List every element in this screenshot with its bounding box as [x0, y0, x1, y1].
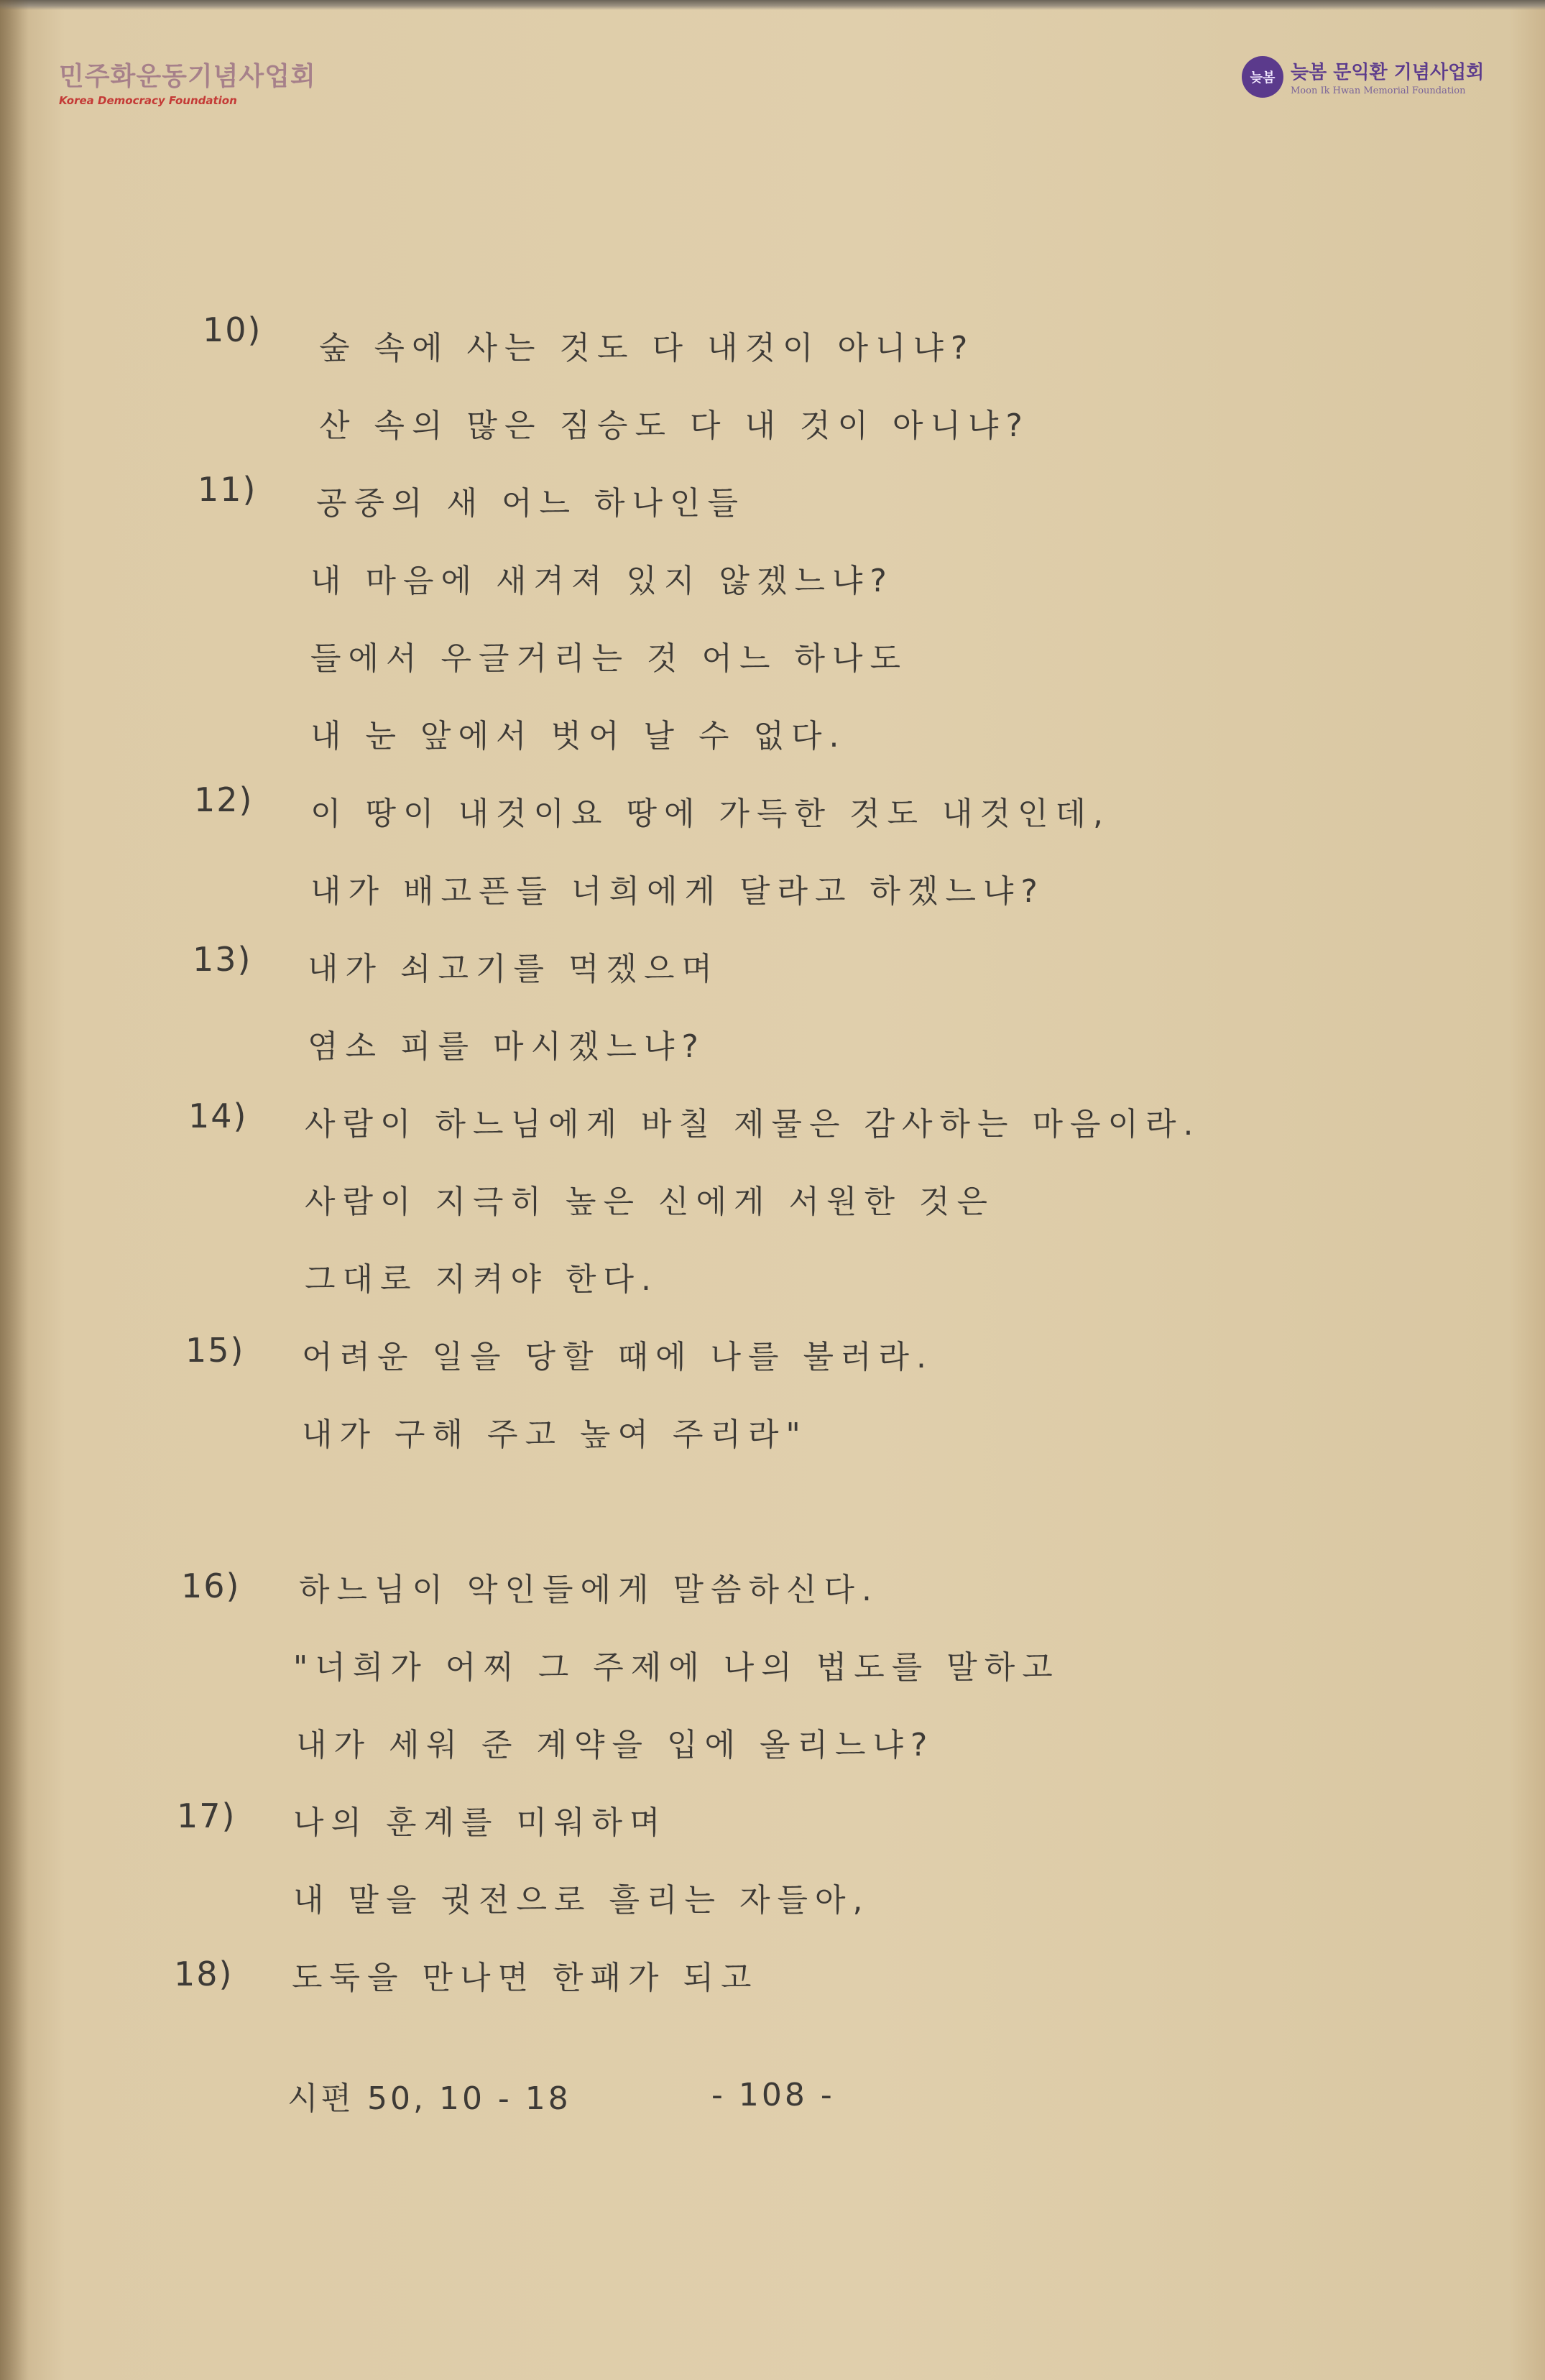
verse-number: 15) — [185, 1331, 245, 1370]
verse-line: 하느님이 악인들에게 말씀하신다. — [299, 1572, 880, 1608]
verse-number: 13) — [193, 940, 252, 979]
verse-line: 도둑을 만나면 한패가 되고 — [292, 1960, 759, 1996]
verse-line: 이 땅이 내것이요 땅에 가득한 것도 내것인데, — [310, 795, 1110, 832]
psalm-reference: 시편 50, 10 - 18 — [287, 2080, 571, 2117]
verse-number: 12) — [194, 780, 254, 819]
verse-line: 내 마음에 새겨져 있지 않겠느냐? — [310, 563, 894, 599]
verse-line: 내 눈 앞에서 벗어 날 수 없다. — [310, 718, 847, 755]
right-logo-korean: 늦봄 문익환 기념사업회 — [1291, 62, 1485, 83]
verse-line: 내가 쇠고기를 먹겠으며 — [308, 951, 720, 987]
verse-line: 어려운 일을 당할 때에 나를 불러라. — [302, 1339, 933, 1375]
verse-number: 16) — [181, 1567, 241, 1605]
verse-line: 내가 세워 준 계약을 입에 올리느냐? — [296, 1727, 935, 1763]
verse-number: 14) — [188, 1097, 248, 1135]
verse-line: 사람이 하느님에게 바칠 제물은 감사하는 마음이라. — [305, 1106, 1201, 1143]
verse-number: 11) — [198, 470, 257, 509]
right-logo-english: Moon Ik Hwan Memorial Foundation — [1291, 86, 1466, 96]
verse-line: 숲 속에 사는 것도 다 내것이 아니냐? — [319, 330, 975, 366]
verse-line: "너희가 어찌 그 주제에 나의 법도를 말하고 — [293, 1649, 1060, 1686]
verse-line: 산 속의 많은 짐승도 다 내 것이 아니냐? — [319, 407, 1030, 444]
verse-number: 17) — [177, 1796, 236, 1835]
verse-line: 내가 배고픈들 너희에게 달라고 하겠느냐? — [310, 873, 1045, 910]
verse-line: 사람이 지극히 높은 신에게 서원한 것은 — [305, 1184, 995, 1220]
verse-line: 공중의 새 어느 하나인들 — [316, 485, 745, 522]
nutbom-seal-icon: 늦봄 — [1242, 56, 1283, 98]
left-logo-korean: 민주화운동기념사업회 — [59, 62, 316, 91]
verse-number: 10) — [203, 310, 262, 349]
verse-line: 들에서 우글거리는 것 어느 하나도 — [310, 640, 908, 677]
page-number: - 108 - — [711, 2077, 835, 2113]
verse-number: 18) — [174, 1955, 234, 1993]
left-logo-english: Korea Democracy Foundation — [59, 94, 237, 107]
verse-line: 나의 훈계를 미워하며 — [293, 1804, 668, 1841]
verse-line: 그대로 지켜야 한다. — [305, 1261, 658, 1298]
verse-line: 내가 구해 주고 높여 주리라" — [302, 1416, 808, 1453]
verse-line: 염소 피를 마시겠느냐? — [308, 1028, 706, 1065]
verse-line: 내 말을 귓전으로 흘리는 자들아, — [293, 1882, 870, 1919]
